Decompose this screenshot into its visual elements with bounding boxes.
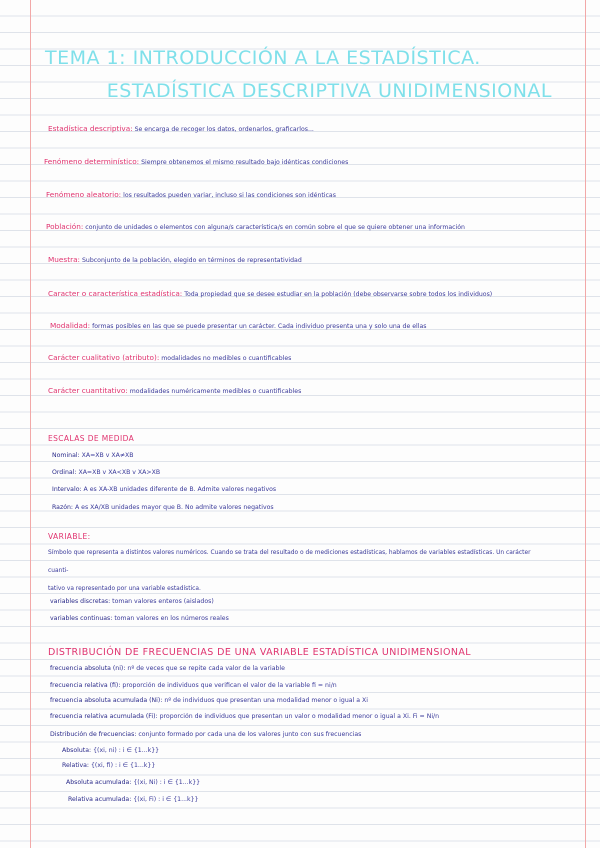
scale-item bbox=[52, 468, 160, 478]
distribution-sub-item bbox=[62, 761, 155, 771]
definition-item-label: Caracter o característica estadística: bbox=[48, 289, 183, 298]
definition-item-text: Siempre obtenemos el mismo resultado bajo idénticas condiciones bbox=[141, 159, 349, 166]
variable-type-item bbox=[50, 614, 229, 624]
scale-item-text: A es XA/XB unidades mayor que B. No admite valores negativos bbox=[74, 504, 274, 511]
frequency-item bbox=[50, 696, 368, 706]
frequency-item bbox=[50, 664, 285, 674]
page-title: TEMA 1: INTRODUCCIÓN A LA ESTADÍSTICA. bbox=[45, 47, 481, 69]
variable-definition-line1: Símbolo que representa a distintos valores numéricos. Cuando se trata del resultado o de mediciones estadísticas, hablamos de variables estadísticas. Un carácter cuanti- bbox=[48, 550, 531, 574]
definition-item bbox=[46, 190, 560, 201]
scale-item-label: Intervalo: bbox=[52, 486, 82, 493]
distribution-sub-item bbox=[68, 795, 198, 805]
distribution-sub-item bbox=[62, 746, 159, 756]
frequency-item-label: Distribución de frecuencias: bbox=[50, 731, 137, 738]
distribution-heading: DISTRIBUCIÓN DE FRECUENCIAS DE UNA VARIABLE ESTADÍSTICA UNIDIMENSIONAL bbox=[48, 647, 471, 658]
distribution-sub-item-label: Relativa acumulada: bbox=[68, 796, 132, 803]
definition-item-text: modalidades no medibles o cuantificables bbox=[161, 355, 292, 362]
definition-item bbox=[48, 289, 560, 300]
frequency-item-label: frecuencia relativa (fi): bbox=[50, 682, 121, 689]
frequency-item-label: frecuencia relativa acumulada (Fi): bbox=[50, 713, 158, 720]
scale-item-text: XA=XB v XA≠XB bbox=[81, 452, 134, 459]
variable-type-item-label: variables continuas: bbox=[50, 615, 113, 622]
definition-item-label: Muestra: bbox=[48, 255, 81, 264]
definition-item bbox=[48, 255, 560, 266]
definition-item bbox=[48, 124, 560, 135]
definition-item bbox=[48, 386, 560, 397]
scale-item bbox=[52, 451, 134, 461]
frequency-item bbox=[50, 730, 361, 740]
distribution-sub-item bbox=[66, 778, 200, 788]
scale-item-label: Ordinal: bbox=[52, 469, 77, 476]
definition-item-label: Población: bbox=[46, 222, 84, 231]
definition-item-text: Toda propiedad que se desee estudiar en la población (debe observarse sobre todos los individuos) bbox=[184, 291, 493, 298]
left-margin-line bbox=[30, 0, 31, 848]
scales-heading: ESCALAS DE MEDIDA bbox=[48, 434, 135, 443]
variable-type-item-text: toman valores enteros (aislados) bbox=[112, 598, 214, 605]
frequency-item bbox=[50, 681, 337, 691]
scale-item bbox=[52, 503, 274, 513]
definition-item-text: los resultados pueden variar, incluso si las condiciones son idénticas bbox=[123, 192, 336, 199]
right-margin-line bbox=[585, 0, 586, 848]
definition-item-label: Fenómeno aleatorio: bbox=[46, 190, 122, 199]
variable-heading: VARIABLE: bbox=[48, 532, 91, 541]
definition-item bbox=[46, 222, 560, 233]
definition-item-text: modalidades numéricamente medibles o cuantificables bbox=[129, 388, 302, 395]
frequency-item-text: conjunto formado por cada una de los valores junto con sus frecuencias bbox=[138, 731, 362, 738]
variable-type-item-text: toman valores en los números reales bbox=[114, 615, 229, 622]
scale-item-text: A es XA-XB unidades diferente de B. Admite valores negativos bbox=[83, 486, 277, 493]
scale-item-text: XA=XB v XA<XB v XA>XB bbox=[78, 469, 161, 476]
frequency-item bbox=[50, 712, 439, 722]
distribution-sub-item-text: {(xi, ni) : i ∈ {1...k}} bbox=[93, 747, 160, 754]
definition-item bbox=[44, 157, 560, 168]
definition-item bbox=[48, 353, 560, 364]
definition-item-label: Modalidad: bbox=[50, 321, 91, 330]
definition-item-text: conjunto de unidades o elementos con alguna/s característica/s en común sobre el que se quiere obtener una información bbox=[85, 224, 465, 231]
scale-item bbox=[52, 485, 276, 495]
frequency-item-label: frecuencia absoluta acumulada (Ni): bbox=[50, 697, 163, 704]
scale-item-label: Nominal: bbox=[52, 452, 80, 459]
definition-item-label: Carácter cualitativo (atributo): bbox=[48, 353, 160, 362]
frequency-item-text: nº de veces que se repite cada valor de la variable bbox=[127, 665, 285, 672]
distribution-sub-item-text: {(xi, fi) : i ∈ {1...k}} bbox=[91, 762, 156, 769]
frequency-item-text: nº de individuos que presentan una modalidad menor o igual a Xi bbox=[164, 697, 368, 704]
distribution-sub-item-label: Absoluta acumulada: bbox=[66, 779, 132, 786]
definition-item-label: Carácter cuantitativo: bbox=[48, 386, 128, 395]
variable-definition-line2: tativo va representado por una variable estadística. bbox=[48, 586, 201, 592]
definition-item-text: formas posibles en las que se puede presentar un carácter. Cada individuo presenta una y solo una de ellas bbox=[92, 323, 427, 330]
frequency-item-label: frecuencia absoluta (ni): bbox=[50, 665, 126, 672]
definition-item bbox=[50, 321, 560, 332]
definition-item-label: Estadística descriptiva: bbox=[48, 124, 133, 133]
distribution-sub-item-text: {(xi, Ni) : i ∈ {1...k}} bbox=[133, 779, 201, 786]
page-subtitle: ESTADÍSTICA DESCRIPTIVA UNIDIMENSIONAL bbox=[106, 80, 552, 102]
distribution-sub-item-label: Absoluta: bbox=[62, 747, 92, 754]
variable-type-item bbox=[50, 597, 214, 607]
variable-definition bbox=[48, 544, 548, 598]
frequency-item-text: proporción de individuos que presentan un valor o modalidad menor o igual a Xi. Fi = Ni/n bbox=[159, 713, 440, 720]
definition-item-label: Fenómeno determinístico: bbox=[44, 157, 140, 166]
scale-item-label: Razón: bbox=[52, 504, 73, 511]
frequency-item-text: proporción de individuos que verifican el valor de la variable fi = ni/n bbox=[122, 682, 337, 689]
definition-item-text: Subconjunto de la población, elegido en términos de representatividad bbox=[81, 257, 302, 264]
definition-item-text: Se encarga de recoger los datos, ordenarlos, graficarlos... bbox=[134, 126, 314, 133]
distribution-sub-item-label: Relativa: bbox=[62, 762, 90, 769]
variable-type-item-label: variables discretas: bbox=[50, 598, 111, 605]
distribution-sub-item-text: {(xi, Fi) : i ∈ {1...k}} bbox=[133, 796, 199, 803]
